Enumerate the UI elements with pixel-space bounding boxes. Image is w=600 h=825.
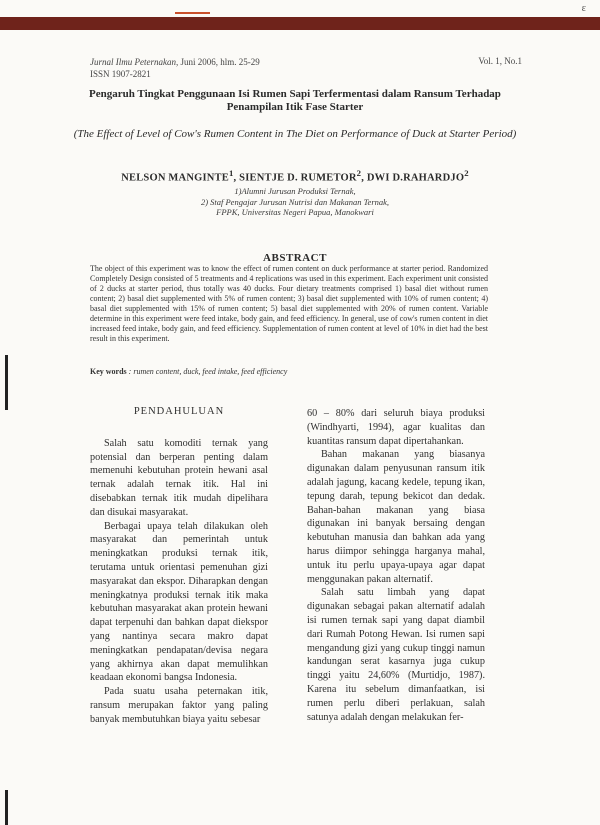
- author-2: , SIENTJE D. RUMETOR: [233, 172, 357, 184]
- journal-header: [90, 56, 260, 80]
- body-column-left: [90, 400, 268, 727]
- abstract-heading: ABSTRACT: [263, 252, 327, 264]
- paragraph: 60 – 80% dari seluruh biaya produksi (Windhyarti, 1994), agar kualitas dan kuantitas ransum dapat dipertahankan.: [307, 408, 485, 447]
- paragraph: Salah satu komoditi ternak yang potensial dan berperan penting dalam memenuhi kebutuhan protein hewani asal ternak adalah ternak itik. Hal ini disebabkan ternak itik mudah dipelihara dan disukai masyarakat.: [90, 437, 268, 518]
- body-column-right: [307, 407, 485, 724]
- author-1: NELSON MANGINTE: [121, 172, 229, 184]
- paper-title-english: (The Effect of Level of Cow's Rumen Content in The Diet on Performance of Duck at Starter Period): [73, 128, 517, 140]
- keywords: [90, 367, 510, 376]
- abstract-text: The object of this experiment was to know the effect of rumen content on duck performance at starter period. Randomized Completely Design consisted of 5 treatments and 4 replications was used in this experiment. Each experiment unit consisted of 2 ducks at starter period, thus totally was 40 ducks. Four dietary treatments comprised 1) basal diet without rumen content; 2) basal diet supplemented with 5% of rumen content; 3) basal diet supplemented with 10% of rumen content; 4) basal diet supplemented with 15% of rumen content; 5) basal diet supplemented with 20% of rumen content. Variable determine in this experiment were feed intake, body gain, and feed efficiency. In general, use of cow's rumen content in diet increased feed intake, body gain, and feed efficiency. Supplementation of rumen content at level of 10% in diet had the best result in this experiment.: [90, 264, 488, 343]
- affiliation-1: 1)Alumni Jurusan Produksi Ternak,: [234, 186, 356, 196]
- author-3: , DWI D.RAHARDJO: [361, 172, 465, 184]
- top-accent-line: [175, 12, 210, 14]
- top-color-bar: [0, 17, 600, 30]
- volume-number: Vol. 1, No.1: [478, 56, 522, 66]
- journal-name: Jurnal Ilmu Peternakan,: [90, 57, 179, 67]
- scan-edge-mark: [5, 355, 8, 410]
- affiliations: [60, 186, 530, 218]
- paper-title: Pengaruh Tingkat Penggunaan Isi Rumen Sapi Terfermentasi dalam Ransum Terhadap Penampilan Itik Fase Starter: [89, 88, 501, 113]
- author-list: [60, 168, 530, 184]
- keywords-label: Key words: [90, 367, 127, 376]
- author-2-sup: 2: [356, 168, 362, 178]
- affiliation-3: FPPK, Universitas Negeri Papua, Manokwari: [216, 207, 374, 217]
- issue-pages: Juni 2006, hlm. 25-29: [180, 57, 260, 67]
- paragraph: Bahan makanan yang biasanya digunakan dalam penyusunan ransum itik adalah jagung, kacang kedele, tepung ikan, tepung darah, tepung bekicot dan dedak. Bahan-bahan makanan yang biasa digunakan ini banyak bersaing dengan kebutuhan manusia dan bahkan ada yang harus diimpor sehingga harganya mahal, untuk itu perlu upaya-upaya agar dapat menggunakan pakan alternatif.: [307, 449, 485, 585]
- paragraph: Salah satu limbah yang dapat digunakan sebagai pakan alternatif adalah isi rumen ternak sapi yang dapat diambil dari Rumah Potong Hewan. Isi rumen sapi mengandung gizi yang cukup tinggi namun kandungan serat kasarnya juga cukup tinggi yaitu 24,60% (Murtidjo, 1987). Karena itu sebelum dimanfaatkan, isi rumen perlu diberi perlakuan, salah satunya adalah dengan melakukan fer-: [307, 587, 485, 723]
- corner-mark: ε: [581, 3, 586, 14]
- author-3-sup: 2: [464, 168, 469, 178]
- keywords-text: : rumen content, duck, feed intake, feed efficiency: [126, 367, 288, 376]
- section-heading: PENDAHULUAN: [133, 406, 225, 417]
- affiliation-2: 2) Staf Pengajar Jurusan Nutrisi dan Makanan Ternak,: [200, 196, 390, 207]
- author-1-sup: 1: [228, 168, 234, 178]
- paragraph: Pada suatu usaha peternakan itik, ransum merupakan faktor yang paling banyak membutuhkan biaya yaitu sebesar: [90, 686, 268, 725]
- scan-edge-mark: [5, 790, 8, 825]
- paragraph: Berbagai upaya telah dilakukan oleh masyarakat dan pemerintah untuk meningkatkan produksi ternak itik, terutama untuk orientasi pemenuhan gizi masyarakat dan ekspor. Diharapkan dengan meningkatnya produksi ternak itik maka kebutuhan masyarakat akan protein hewani dapat terpenuhi dan bahkan dapat diekspor yang nantinya secara makro dapat meningkatkan pendapatan/devisa negara yang akhirnya akan dapat memulihkan keadaan ekonomi bangsa Indonesia.: [90, 520, 268, 684]
- issn: ISSN 1907-2821: [90, 69, 151, 79]
